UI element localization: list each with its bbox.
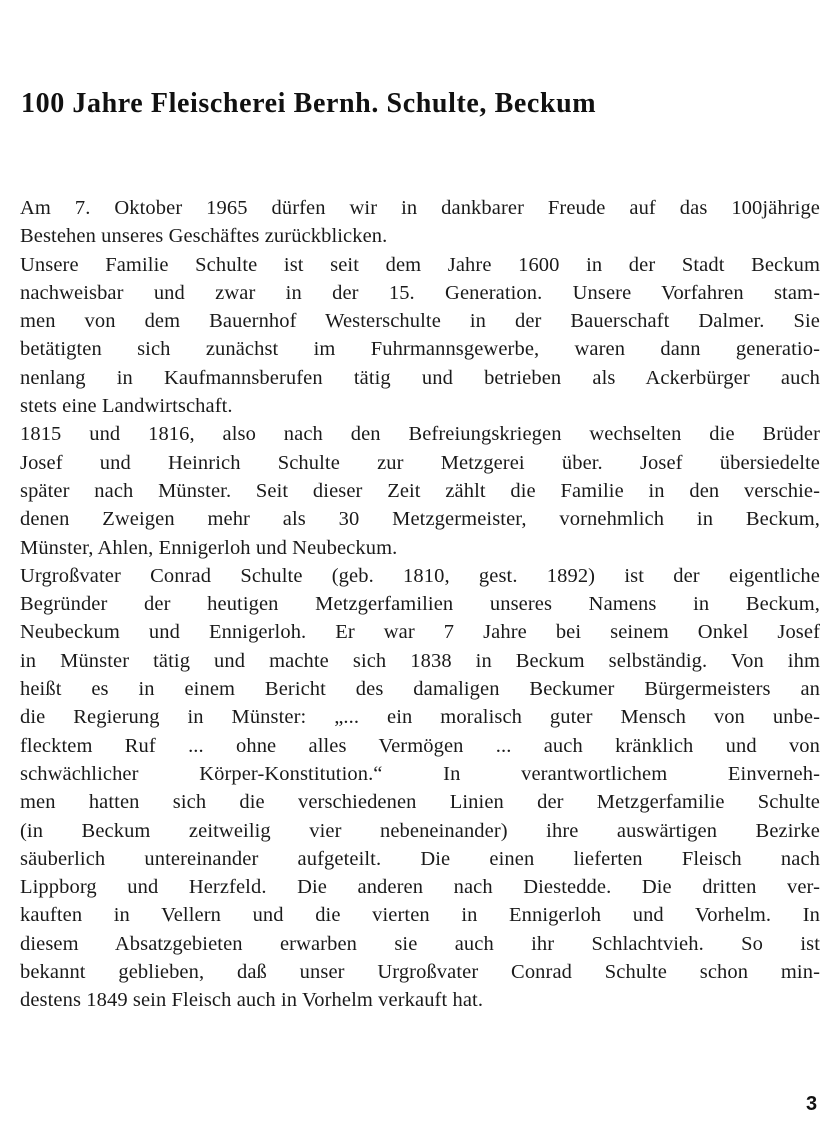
text-line: nachweisbar und zwar in der 15. Generation. Unsere Vorfahren stam- xyxy=(20,281,820,304)
text-line: Josef und Heinrich Schulte zur Metzgerei über. Josef übersiedelte xyxy=(20,451,820,474)
paragraph xyxy=(20,562,820,1015)
text-line: Unsere Familie Schulte ist seit dem Jahre 1600 in der Stadt Beckum xyxy=(20,253,820,276)
paragraph xyxy=(20,420,820,561)
text-line: destens 1849 sein Fleisch auch in Vorhelm verkauft hat. xyxy=(20,989,484,1012)
text-line: Münster, Ahlen, Ennigerloh und Neubeckum. xyxy=(20,536,398,559)
text-line: heißt es in einem Bericht des damaligen Beckumer Bürgermeisters an xyxy=(20,678,820,701)
text-line: Neubeckum und Ennigerloh. Er war 7 Jahre bei seinem Onkel Josef xyxy=(20,621,820,644)
text-line: (in Beckum zeitweilig vier nebeneinander) ihre auswärtigen Bezirke xyxy=(20,819,820,842)
text-line: denen Zweigen mehr als 30 Metzgermeister, vornehmlich in Beckum, xyxy=(20,508,820,531)
text-line: Urgroßvater Conrad Schulte (geb. 1810, gest. 1892) ist der eigentliche xyxy=(20,564,820,587)
text-line: Begründer der heutigen Metzgerfamilien unseres Namens in Beckum, xyxy=(20,593,820,616)
text-line: men hatten sich die verschiedenen Linien der Metzgerfamilie Schulte xyxy=(20,791,820,814)
text-line: men von dem Bauernhof Westerschulte in der Bauerschaft Dalmer. Sie xyxy=(20,310,820,333)
text-line: später nach Münster. Seit dieser Zeit zählt die Familie in den verschie- xyxy=(20,479,820,502)
text-line: stets eine Landwirtschaft. xyxy=(20,395,233,418)
text-line: bekannt geblieben, daß unser Urgroßvater Conrad Schulte schon min- xyxy=(20,961,820,984)
text-line: betätigten sich zunächst im Fuhrmannsgewerbe, waren dann generatio- xyxy=(20,338,820,361)
text-line: Am 7. Oktober 1965 dürfen wir in dankbarer Freude auf das 100jährige xyxy=(20,197,820,219)
text-line: in Münster tätig und machte sich 1838 in Beckum selbständig. Von ihm xyxy=(20,649,820,672)
page-title: 100 Jahre Fleischerei Bernh. Schulte, Beckum xyxy=(21,88,597,119)
text-line: nenlang in Kaufmannsberufen tätig und betrieben als Ackerbürger auch xyxy=(20,366,820,389)
text-line: 1815 und 1816, also nach den Befreiungskriegen wechselten die Brüder xyxy=(20,423,820,446)
text-line: die Regierung in Münster: „... ein moralisch guter Mensch von unbe- xyxy=(20,706,820,729)
text-line: säuberlich untereinander aufgeteilt. Die einen lieferten Fleisch nach xyxy=(20,847,820,870)
text-line: Bestehen unseres Geschäftes zurückblicken. xyxy=(20,225,388,248)
article-body xyxy=(20,194,820,1015)
text-line: kauften in Vellern und die vierten in Ennigerloh und Vorhelm. In xyxy=(20,904,820,927)
text-line: diesem Absatzgebieten erwarben sie auch ihr Schlachtvieh. So ist xyxy=(20,932,820,955)
paragraph xyxy=(20,251,820,421)
text-line: schwächlicher Körper-Konstitution.“ In verantwortlichem Einverneh- xyxy=(20,762,820,785)
page-number: 3 xyxy=(806,1093,818,1115)
paragraph xyxy=(20,194,820,251)
text-line: flecktem Ruf ... ohne alles Vermögen ... auch kränklich und von xyxy=(20,734,820,757)
text-line: Lippborg und Herzfeld. Die anderen nach Diestedde. Die dritten ver- xyxy=(20,876,820,899)
